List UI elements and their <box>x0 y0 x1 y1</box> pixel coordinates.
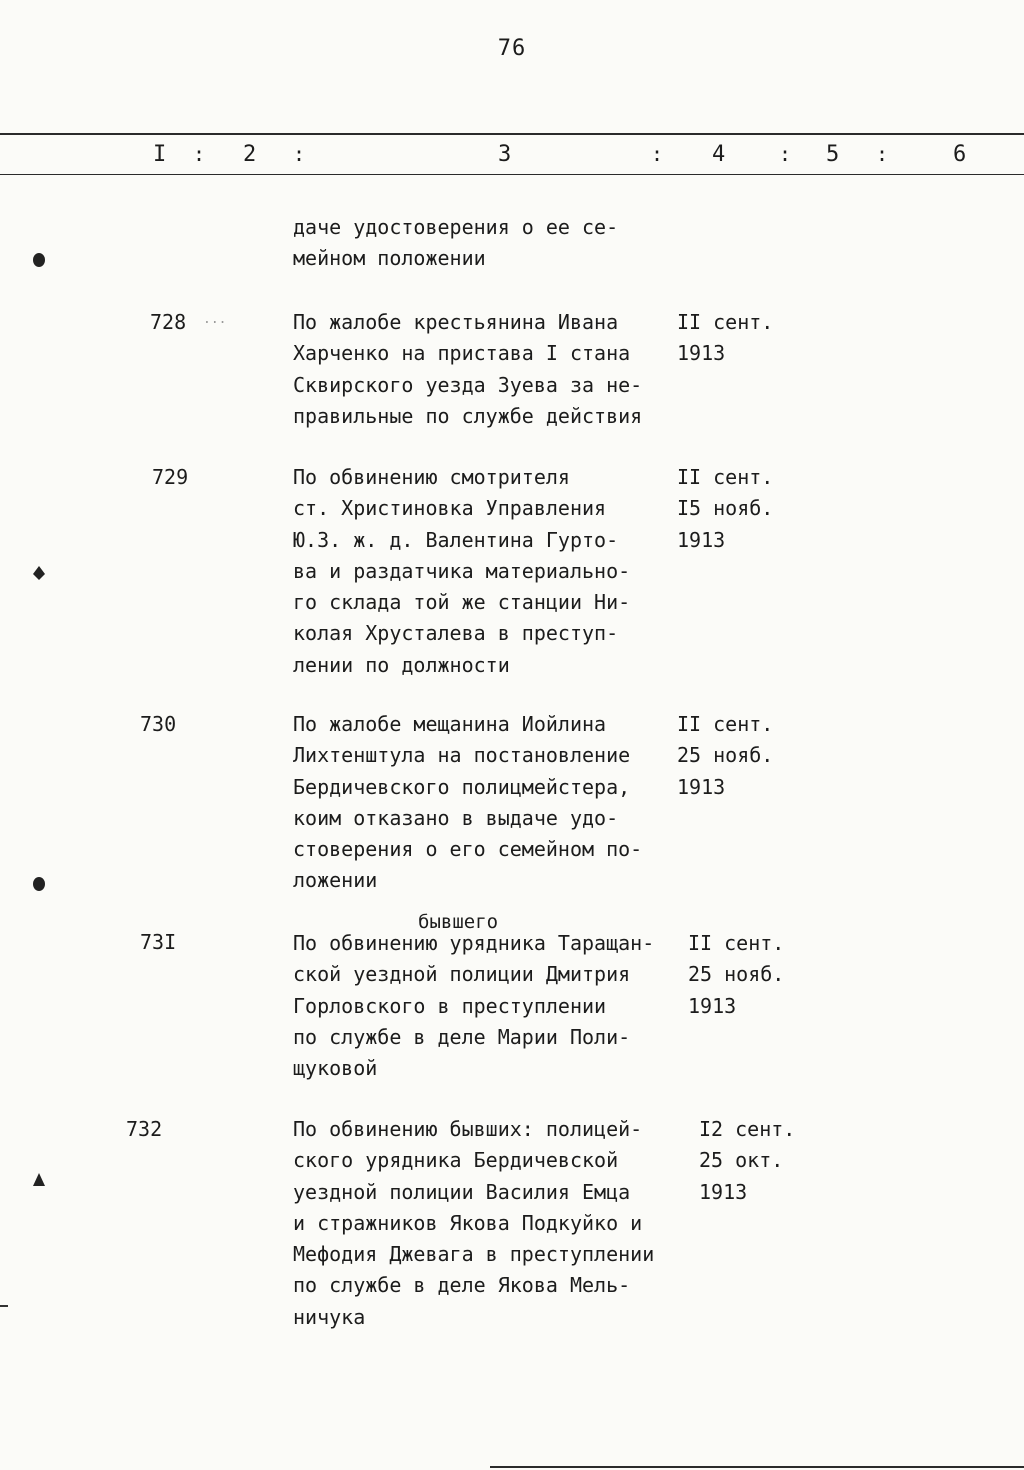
column-separator: : <box>193 142 206 166</box>
entry-number: 729 <box>152 465 189 489</box>
entry-dates: II сент. 25 нояб. 1913 <box>688 931 785 1018</box>
column-separator: : <box>651 142 664 166</box>
footer-rule <box>490 1466 1024 1468</box>
binding-hole-mark <box>32 565 46 581</box>
entry-number: 728 <box>150 310 187 334</box>
entry-dates: II сент. I5 нояб. 1913 <box>677 465 774 552</box>
header-top-rule <box>0 133 1024 135</box>
binding-hole-mark <box>32 252 46 268</box>
faint-stamp: ... <box>203 312 227 327</box>
entry-description: По жалобе мещанина Иойлина Лихтенштула на постановление Бердичевского полицмейстера, коим отказано в выдаче удо- стоверения о его семейном по- ложении <box>293 712 643 893</box>
entry-dates: I2 сент. 25 окт. 1913 <box>699 1117 796 1204</box>
continuation-description: даче удостоверения о ее се- мейном положении <box>293 215 619 271</box>
column-header-4: 4 <box>712 142 726 167</box>
column-header-5: 5 <box>826 142 840 167</box>
handwritten-insertion: бывшего <box>418 911 499 933</box>
header-bottom-rule <box>0 174 1024 175</box>
entry-number: 732 <box>126 1117 163 1141</box>
column-header-3: 3 <box>498 142 512 167</box>
column-separator: : <box>876 142 889 166</box>
column-header-1: I <box>153 142 167 167</box>
column-separator: : <box>779 142 792 166</box>
entry-description: По обвинению урядника Таращан- ской уездной полиции Дмитрия Горловского в преступлении по службе в деле Марии Поли- щуковой <box>293 931 655 1081</box>
entry-dates: II сент. 1913 <box>677 310 774 366</box>
entry-number: 73I <box>140 930 177 954</box>
entry-dates: II сент. 25 нояб. 1913 <box>677 712 774 799</box>
entry-description: По жалобе крестьянина Ивана Харченко на пристава I стана Сквирского уезда Зуева за не- правильные по службе действия <box>293 310 643 428</box>
entry-number: 730 <box>140 712 177 736</box>
entry-description: По обвинению бывших: полицей- ского урядника Бердичевской уездной полиции Василия Емца и стражников Якова Подкуйко и Мефодия Джевага в преступлении по службе в деле Якова Мель- ничука <box>293 1117 655 1329</box>
entry-description: По обвинению смотрителя ст. Христиновка Управления Ю.З. ж. д. Валентина Гурто- ва и раздатчика материально- го склада той же станции Ни- колая Хрусталева в преступ- лении по должности <box>293 465 631 677</box>
column-separator: : <box>293 142 306 166</box>
column-header-2: 2 <box>243 142 257 167</box>
page-number: 76 <box>497 36 527 61</box>
binding-hole-mark <box>32 1172 46 1188</box>
binding-hole-mark <box>32 876 46 892</box>
column-header-6: 6 <box>953 142 967 167</box>
margin-mark <box>0 1305 8 1307</box>
